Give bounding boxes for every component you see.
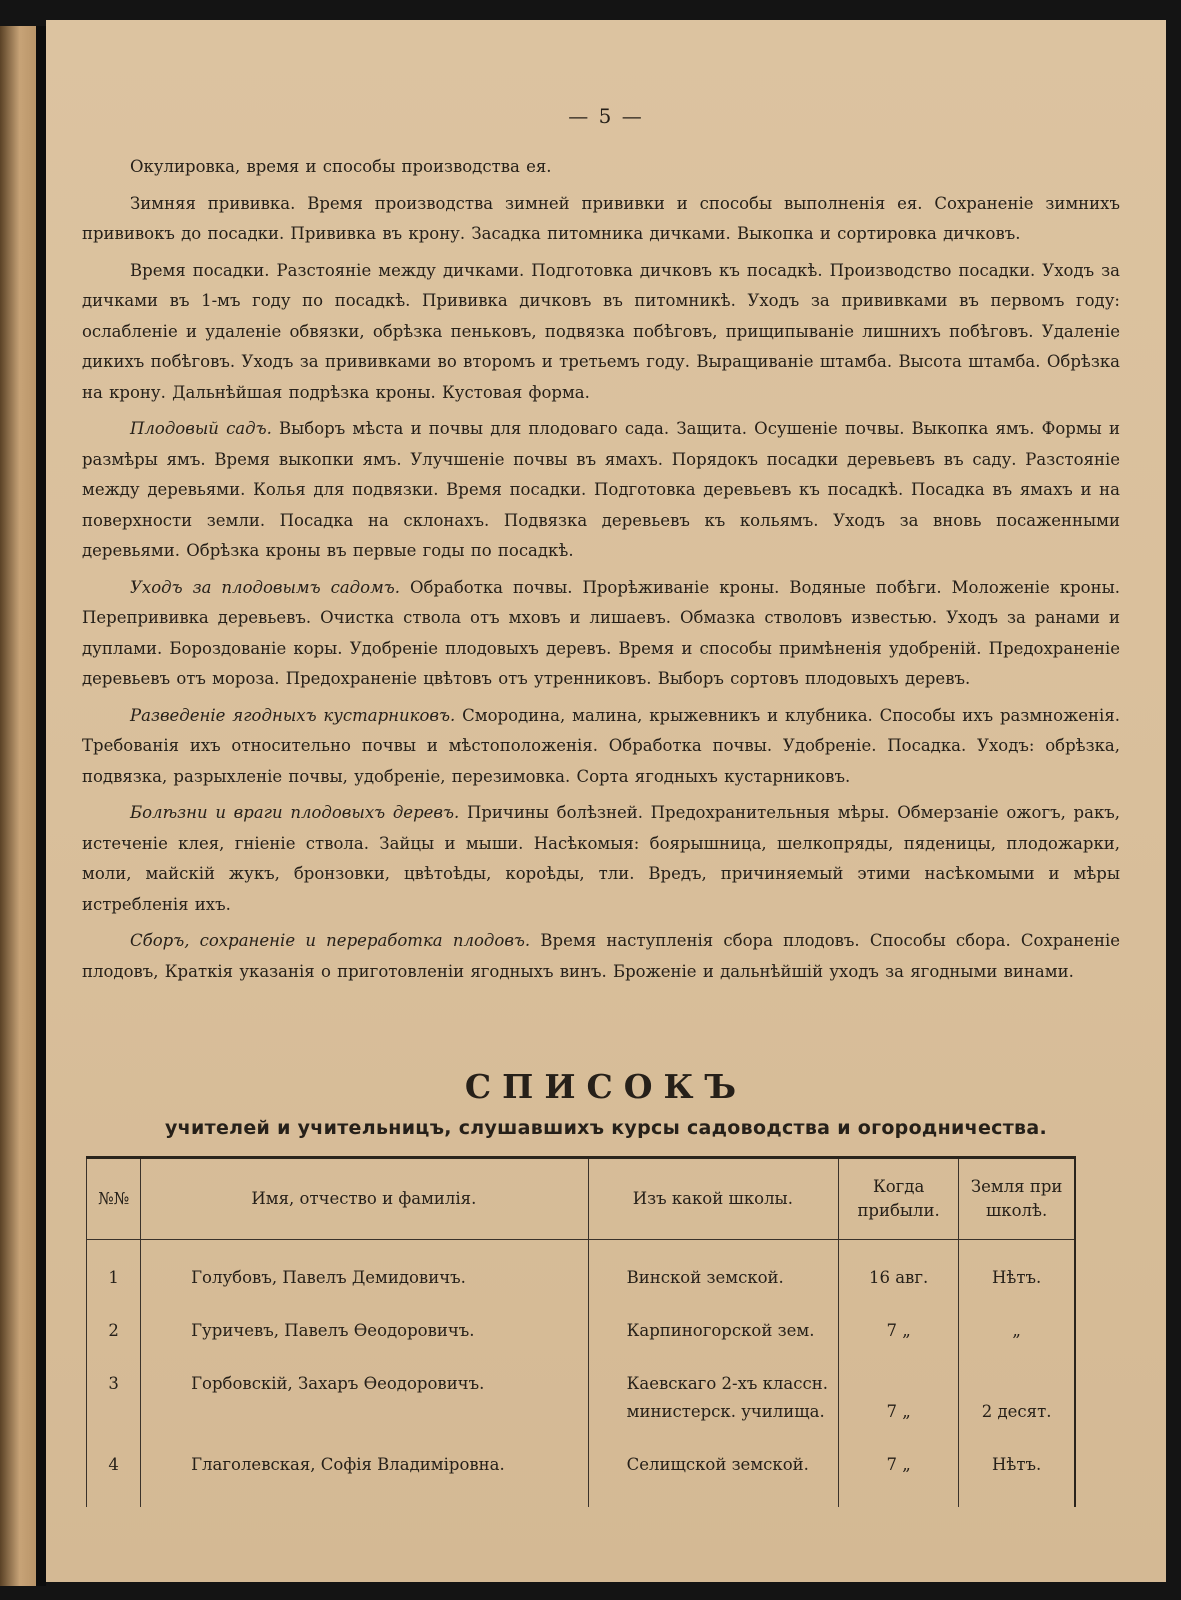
paragraph-text: Обработка почвы. Прорѣживаніе кроны. Водяные побѣги. Моложеніе кроны. Перепрививка деревьевъ. Очистка ствола отъ мховъ и лишаевъ. Обмазка стволовъ известью. Уходъ за ранами и дуплами. Бороздованіе коры. Удобреніе плодовыхъ деревъ. Время и способы примѣненія удобреній. Предохраненіе деревьевъ отъ мороза. Предохраненіе цвѣтовъ отъ утренниковъ. Выборъ сортовъ плодовыхъ деревъ. <box>82 577 1120 688</box>
paragraph <box>82 798 1120 920</box>
table-row <box>87 1427 1076 1507</box>
header-school: Изъ какой школы. <box>588 1158 838 1240</box>
paragraph-lead: Разведеніе ягодныхъ кустарниковъ. <box>130 705 456 725</box>
list-title: СПИСОКЪ <box>464 1067 748 1106</box>
table-row <box>87 1293 1076 1346</box>
cell-arrived: 7 „ <box>839 1346 959 1427</box>
paragraph <box>82 573 1120 695</box>
paragraph-text: Время посадки. Разстояніе между дичками. Подготовка дичковъ къ посадкѣ. Производство посадки. Уходъ за дичками въ 1-мъ году по посадкѣ. Прививка дичковъ въ питомникѣ. Уходъ за прививками въ первомъ году: ослабленіе и удаленіе обвязки, обрѣзка пеньковъ, подвязка побѣговъ, прищипываніе лишнихъ побѣговъ. Удаленіе дикихъ побѣговъ. Уходъ за прививками во второмъ и третьемъ году. Выращиваніе штамба. Высота штамба. Обрѣзка на крону. Дальнѣйшая подрѣзка кроны. Кустовая форма. <box>82 260 1120 402</box>
book-spine <box>36 26 46 1586</box>
paragraph-text: Зимняя прививка. Время производства зимней прививки и способы выполненія ея. Сохраненіе зимнихъ прививокъ до посадки. Прививка въ крону. Засадка питомника дичками. Выкопка и сортировка дичковъ. <box>82 193 1120 243</box>
header-arrived: Когда прибыли. <box>839 1158 959 1240</box>
table-row <box>87 1346 1076 1427</box>
paragraph-text: Время наступленія сбора плодовъ. Способы сбора. Сохраненіе плодовъ, Краткія указанія о приготовленіи ягодныхъ винъ. Броженіе и дальнѣйшій уходъ за ягодными винами. <box>82 931 1120 981</box>
cell-school: Карпиногорской зем. <box>588 1293 838 1346</box>
paragraph <box>82 701 1120 793</box>
cell-arrived: 7 „ <box>839 1293 959 1346</box>
paragraph-text: Причины болѣзней. Предохранительныя мѣры. Обмерзаніе ожогъ, ракъ, истеченіе клея, гніеніе ствола. Зайцы и мыши. Насѣкомыя: боярышница, шелкопряды, пяденицы, плодожарки, моли, майскій жукъ, бронзовки, цвѣтоѣды, короѣды, тли. Вредъ, причиняемый этими насѣкомыми и мѣры истребленія ихъ. <box>82 803 1120 914</box>
cell-school: Каевскаго 2-хъ классн. министерск. училища. <box>588 1346 838 1427</box>
header-name: Имя, отчество и фамилія. <box>141 1158 589 1240</box>
paragraph <box>82 152 1120 183</box>
cell-land: Нѣтъ. <box>991 1268 1042 1287</box>
cell-num: 4 <box>87 1427 141 1507</box>
paragraph-text: Смородина, малина, крыжевникъ и клубника. Способы ихъ размноженія. Требованія ихъ относительно почвы и мѣстоположенія. Обработка почвы. Удобреніе. Посадка. Уходъ: обрѣзка, подвязка, разрыхленіе почвы, удобреніе, перезимовка. Сорта ягодныхъ кустарниковъ. <box>82 705 1120 786</box>
cell-arrived: 16 авг. <box>839 1240 959 1294</box>
paragraph <box>82 926 1120 987</box>
cell-arrived: 7 „ <box>839 1427 959 1507</box>
cell-land: 2 десят. <box>981 1402 1052 1421</box>
paragraph-lead: Уходъ за плодовымъ садомъ. <box>130 577 400 597</box>
table-header-row <box>87 1158 1076 1240</box>
cell-name: Гуричевъ, Павелъ Ѳеодоровичъ. <box>141 1293 589 1346</box>
paragraph-lead: Болѣзни и враги плодовыхъ деревъ. <box>130 803 460 822</box>
cell-num: 2 <box>87 1293 141 1346</box>
paragraph <box>82 189 1120 250</box>
cell-school: Селищской земской. <box>588 1427 838 1507</box>
paragraph <box>82 256 1120 409</box>
cell-name: Глаголевская, Софія Владиміровна. <box>141 1427 589 1507</box>
paragraph <box>82 414 1120 567</box>
paragraph-lead: Плодовый садъ. <box>130 419 272 438</box>
adjacent-page-edge <box>0 26 36 1586</box>
header-land: Земля при школѣ. <box>959 1158 1075 1240</box>
cell-num: 1 <box>87 1240 141 1294</box>
paragraph-lead: Сборъ, сохраненіе и переработка плодовъ. <box>130 931 531 950</box>
course-program-text <box>82 152 1120 993</box>
list-subtitle: учителей и учительницъ, слушавшихъ курсы садоводства и огородничества. <box>165 1117 1047 1139</box>
paragraph-text: Окулировка, время и способы производства ея. <box>130 157 552 176</box>
teachers-table <box>86 1156 1076 1507</box>
cell-num: 3 <box>87 1346 141 1427</box>
cell-land: Нѣтъ. <box>991 1455 1042 1474</box>
cell-name: Голубовъ, Павелъ Демидовичъ. <box>141 1240 589 1294</box>
cell-name: Горбовскій, Захаръ Ѳеодоровичъ. <box>141 1346 589 1427</box>
document-page <box>46 20 1166 1582</box>
cell-school: Винской земской. <box>588 1240 838 1294</box>
page-number: — 5 — <box>568 104 644 128</box>
header-num: №№ <box>87 1158 141 1240</box>
cell-land: „ <box>1012 1321 1021 1340</box>
table-row <box>87 1240 1076 1294</box>
paragraph-text: Выборъ мѣста и почвы для плодоваго сада. Защита. Осушеніе почвы. Выкопка ямъ. Формы и размѣры ямъ. Время выкопки ямъ. Улучшеніе почвы въ ямахъ. Порядокъ посадки деревьевъ въ саду. Разстояніе между деревьями. Колья для подвязки. Время посадки. Подготовка деревьевъ къ посадкѣ. Посадка въ ямахъ и на поверхности земли. Посадка на склонахъ. Подвязка деревьевъ къ кольямъ. Уходъ за вновь посаженными деревьями. Обрѣзка кроны въ первые годы по посадкѣ. <box>82 419 1120 560</box>
